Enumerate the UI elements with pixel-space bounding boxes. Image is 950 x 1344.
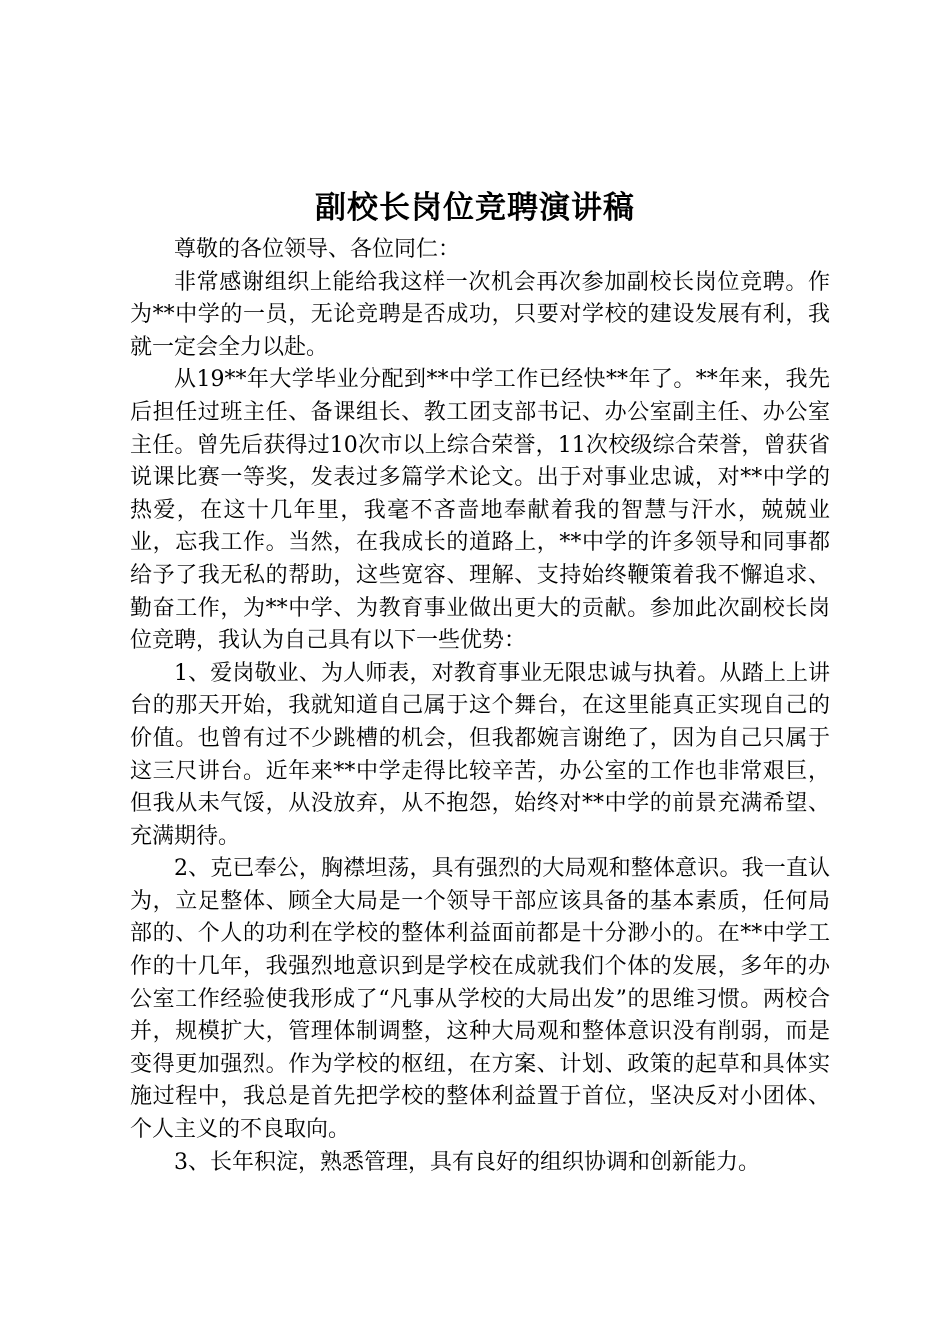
background-paragraph: 从19**年大学毕业分配到**中学工作已经快**年了。**年来，我先后担任过班主任、备课组长、教工团支部书记、办公室副主任、办公室主任。曾先后获得过10次市以上综合荣誉，11次校级综合荣誉，曾获省说课比赛一等奖，发表过多篇学术论文。出于对事业忠诚，对**中学的热爱，在这十几年里，我毫不吝啬地奉献着我的智慧与汗水，兢兢业业，忘我工作。当然，在我成长的道路上，**中学的许多领导和同事都给予了我无私的帮助，这些宽容、理解、支持始终鞭策着我不懈追求、勤奋工作，为**中学、为教育事业做出更大的贡献。参加此次副校长岗位竞聘，我认为自己具有以下一些优势：	[130, 367, 830, 654]
document-title: 副校长岗位竞聘演讲稿	[315, 190, 635, 226]
document-body	[130, 234, 830, 1179]
advantage-3-paragraph: 3、长年积淀，熟悉管理，具有良好的组织协调和创新能力。	[174, 1149, 760, 1175]
salutation-paragraph: 尊敬的各位领导、各位同仁：	[174, 237, 461, 262]
advantage-1-paragraph: 1、爱岗敬业、为人师表，对教育事业无限忠诚与执着。从踏上上讲台的那天开始，我就知道自己属于这个舞台，在这里能真正实现自己的价值。也曾有过不少跳槽的机会，但我都婉言谢绝了，因为自己只属于这三尺讲台。近年来**中学走得比较辛苦，办公室的工作也非常艰巨，但我从未气馁，从没放弃，从不抱怨，始终对**中学的前景充满希望、充满期待。	[130, 660, 830, 849]
advantage-2-paragraph: 2、克已奉公，胸襟坦荡，具有强烈的大局观和整体意识。我一直认为，立足整体、顾全大局是一个领导干部应该具备的基本素质，任何局部的、个人的功利在学校的整体利益面前都是十分渺小的。在**中学工作的十几年，我强烈地意识到是学校在成就我们个体的发展，多年的办公室工作经验使我形成了“凡事从学校的大局出发”的思维习惯。两校合并，规模扩大，管理体制调整，这种大局观和整体意识没有削弱，而是变得更加强烈。作为学校的枢纽，在方案、计划、政策的起草和具体实施过程中，我总是首先把学校的整体利益置于首位，坚决反对小团体、个人主义的不良取向。	[130, 856, 830, 1143]
intro-paragraph: 非常感谢组织上能给我这样一次机会再次参加副校长岗位竞聘。作为**中学的一员，无论竞聘是否成功，只要对学校的建设发展有利，我就一定会全力以赴。	[130, 269, 830, 360]
